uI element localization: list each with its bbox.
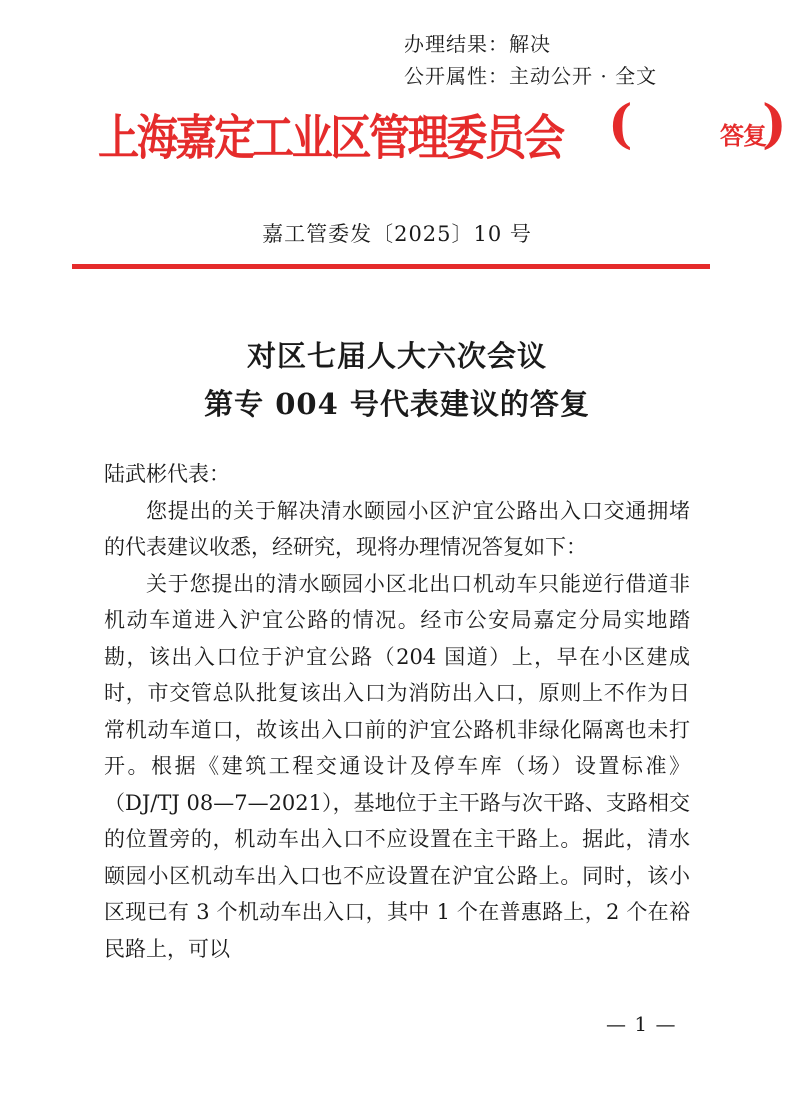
document-type: 答复 [720,121,766,150]
paragraph-2: 关于您提出的清水颐园小区北出口机动车只能逆行借道非机动车道进入沪宜公路的情况。经市公安局嘉定分局实地踏勘，该出入口位于沪宜公路（204 国道）上，早在小区建成时，市交管总队批复该出入口为消防出入口，原则上不作为日常机动车道口，故该出入口前的沪宜公路机非绿化隔离也未打开。根据《建筑工程交通设计及停车库（场）设置标准》（DJ/TJ 08—7—2021），基地位于主干路与次干路、支路相交的位置旁的，机动车出入口不应设置在主干路上。据此，清水颐园小区机动车出入口也不应设置在沪宜公路上。同时，该小区现已有 3 个机动车出入口，其中 1 个在普惠路上，2 个在裕民路上，可以 [104,571,690,961]
letterhead-paren-right: ) [762,94,787,155]
title-line-2: 第专 004 号代表建议的答复 [204,387,590,421]
title-line-1: 对区七届人大六次会议 [246,339,547,373]
document-metadata [404,28,764,92]
letterhead [98,94,787,172]
organization-name: 上海嘉定工业区管理委员会 [98,109,563,166]
letterhead-paren-left: ( [608,94,633,155]
red-divider [72,264,710,269]
salutation: 陆武彬代表： [104,462,230,486]
page-number: — 1 — [606,1012,677,1036]
document-title [0,332,794,428]
document-number: 嘉工管委发〔2025〕10 号 [262,222,532,246]
document-body [104,456,690,967]
handling-result: 办理结果：解决 [404,32,551,56]
disclosure-attribute: 公开属性：主动公开 · 全文 [404,64,658,88]
paragraph-1: 您提出的关于解决清水颐园小区沪宜公路出入口交通拥堵的代表建议收悉，经研究，现将办理情况答复如下： [104,498,690,559]
